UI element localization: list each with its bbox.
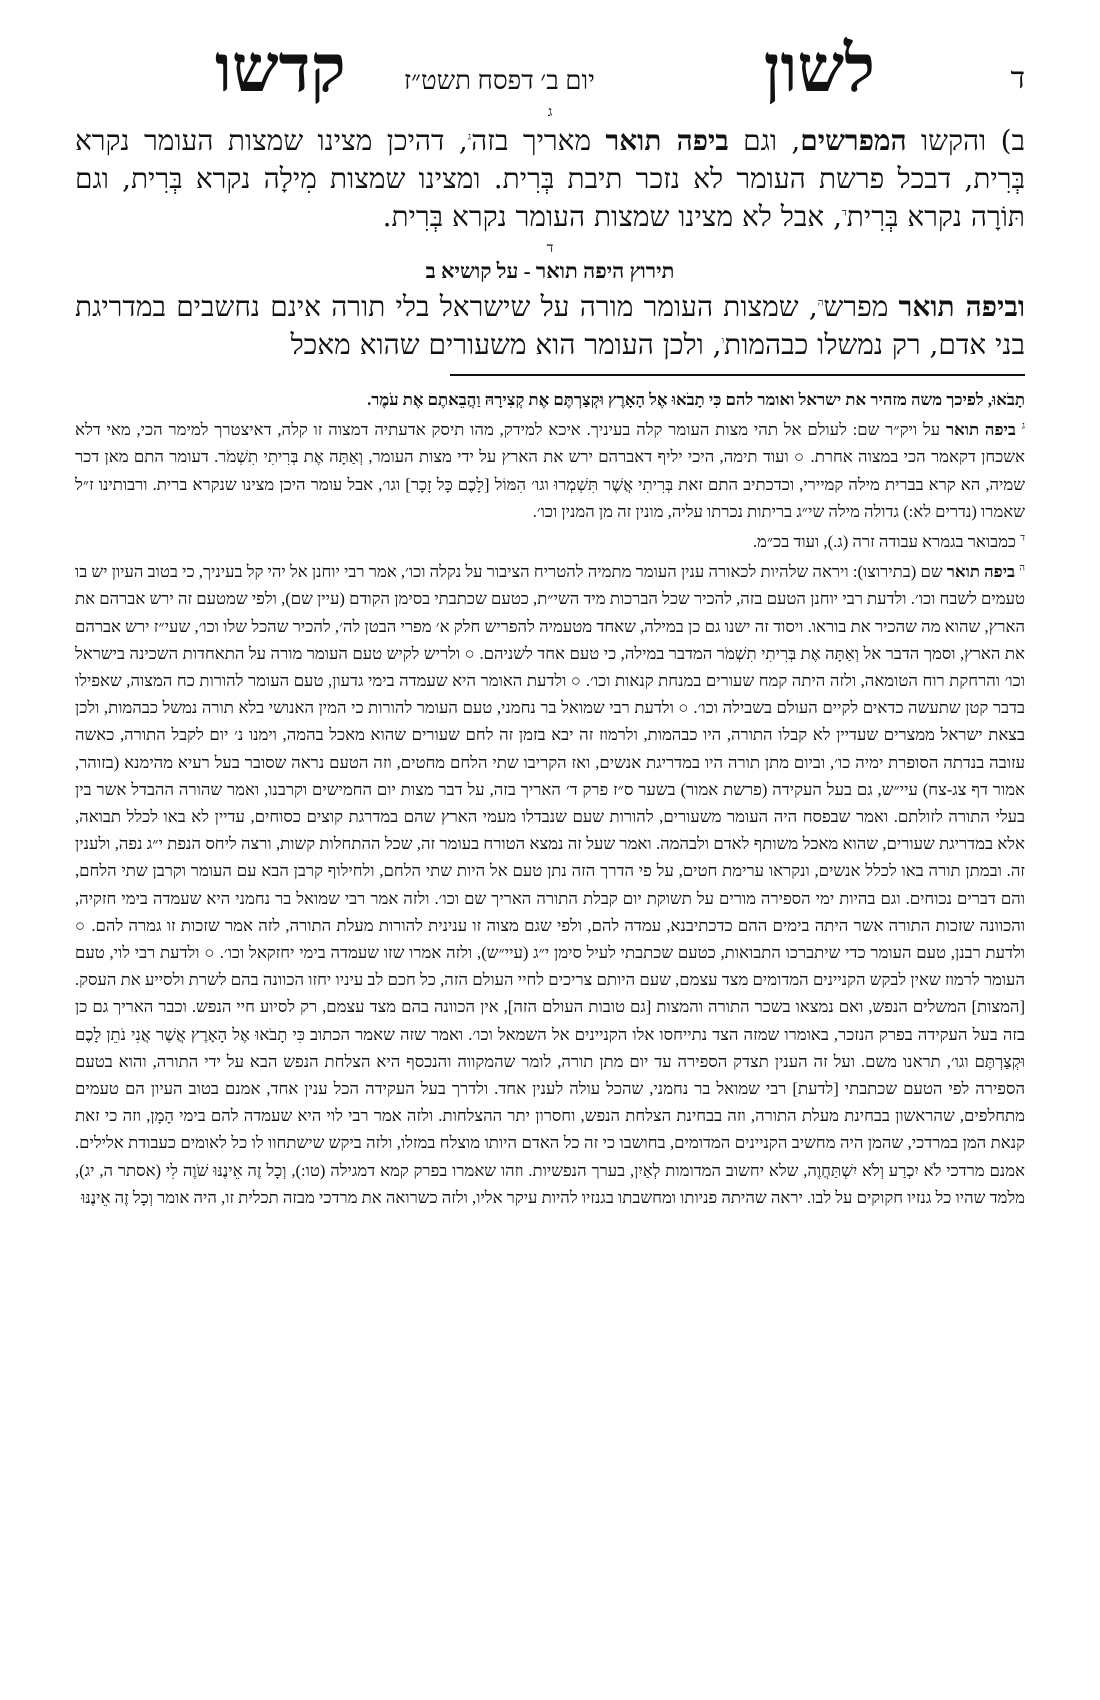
section-marker-gimel: ג — [547, 104, 553, 120]
footnote-gimel-text: על ויק״ר שם: לעולם אל תהי מצות העומר קלה בעיניך. איכא למידק, מהו תיסק אדעתיה דמצוה זו קלה, דאיצטרך למימר הכי, מאי דלא אשכחן דקאמר הכי במצוה אחרת. ○ ועוד תימה, היכי יליף דאברהם ירש את הארץ על ידי מצות העומר, וְאַתָּה אֶת בְּרִיתִי תִשְׁמֹר. דעומר התם מאן דכר שמיה, הא קרא בברית מילה קמיירי, וכדכתיב התם זאת בְּרִיתִי אֲשֶׁר תִּשְׁמְרוּ וגו׳ הִמּוֹל [לָכֶם כָּל זָכָר] וגו׳, אבל עומר היכן מצינו שנקרא ברית. ורבותינו ז״ל שאמרו (נדרים לא:) גדולה מילה שי״ג בריתות נכרתו עליה, מונין זה מן המנין וכו׳. — [75, 420, 1025, 521]
running-date: יום ב׳ דפסח תשט״ז — [403, 66, 595, 95]
footnote-mark-gimel: ג — [1021, 420, 1025, 432]
footnote-he-source: ביפה תואר — [946, 562, 1020, 582]
section-c-lead-bold: וביפה תואר — [898, 290, 1025, 323]
section-b-paragraph — [75, 122, 1025, 236]
footnote-he-text: שם (בתירוצו): ויראה שלהיות לכאורה ענין העומר מתמיה להטריח הציבור על נקלה וכו׳, אמר רבי יוחנן אל יהי קל בעיניך, כי בטוב העיון יש בו טעמים לשבח וכו׳. ולדעת רבי יוחנן הטעם בזה, להכיר שכל הברכות מיד השי״ת, כטעם שכתבתי בסימן הקודם (עיין שם), ולפי שמטעם זה ירש אברהם את הארץ, שהוא מה שהכיר את בוראו. ויסוד זה ישנו גם כן במילה, שאחד מטעמיה להפריש חלק א׳ מפרי הבטן לה׳, להכיר שהכל שלו וכו׳, שעי״ז ירש אברהם את הארץ, וסמך הדבר אל וְאַתָּה אֶת בְּרִיתִי תִשְׁמֹר המדבר במילה, כי טעם אחד לשניהם. ○ ולריש לקיש טעם העומר מורה על התאחדות השכינה בישראל וכו׳ והרחקת רוח הטומאה, ולזה היתה קמח שעורים במנחת קנאות וכו׳. ○ ולדעת האומר היא שעמדה בימי גדעון, טעם העומר להורות כח המצוה, שאפילו בדבר קטן שתעשה כדאים לקיים העולם בשבילה וכו׳. ○ ולדעת רבי שמואל בר נחמני, טעם העומר להורות כי המין האנושי בלא תורה נמשל כבהמות, ולכן בצאת ישראל ממצרים שעדיין לא קבלו התורה, היו כבהמות, ולרמוז זה יבא בזמן זה לחם שעורים שהוא מאכל בהמה, וימנו נ׳ יום לקבל התורה, כאשה עזובה בנדתה הסופרת ימיה כו׳, וביום מתן תורה היו במדריגת אנשים, ואז הקריבו שתי הלחם מחטים, וזה הטעם נראה שסובר בעל רעיא מהימנא (בזוהר, אמור דף צג-צח) עיי״ש, גם בעל העקידה (פרשת אמור) בשער ס״ז פרק ד׳ האריך בזה, על דבר מצות יום החמישים וקרבנו, ואמר שהורה ההבדל אשר בין בעלי התורה לזולתם. ואמר שבפסח היה העומר משעורים, להורות שעם שנבדלו מעמי הארץ שהם במדרגת קוצים כסוחים, עדיין לא באו לכלל תבואה, אלא במדריגת שעורים, שהוא מאכל משותף לאדם ולבהמה. ואמר שעל זה נמצא הטורח בעומר זה, שכל ההתחלות קשות, ורצה ליחס הנפת י״ג נפה, ולענין זה. ובמתן תורה באו לכלל אנשים, ונקראו ערימת חטים, על פי הדרך הזה נתן טעם אל היות שתי הלחם, ולחילוף קרבן הבא עם העומר וקרבן שתי הלחם, והם דברים נכוחים. וגם בהיות ימי הספירה מורים על תשוקת יום קבלת התורה האריך שם וכו׳. ולזה אמר רבי שמואל בר נחמני היא שעמדה בימי חזקיה, והכוונה שזכות התורה אשר היתה בימים ההם כדכתיבנא, עמדה להם, ולפי שגם מצוה זו ענינית להורות מעלת התורה, לזה אמר שזכות זו גמרה להם. ○ ולדעת רבנן, טעם העומר כדי שיתברכו התבואות, כטעם שכתבתי לעיל סימן י״ג (עיי״ש), ולזה אמרו שזו שעמדה בימי יחזקאל וכו׳. ○ ולדעת רבי לוי, טעם העומר לרמוז שאין לבקש הקניינים המדומים מצד עצמם, שעם היותם צריכים לחיי העולם הזה, כל חכם לב עיניו יחזו הכוונה בהם לשרת ולסייע את העסק. [המצות] המשלים הנפש, ואם נמצאו בשכר התורה והמצות [גם טובות העולם הזה], אין הכוונה בהם מצד עצמם, רק לסיוע חיי הנפש. וכבר האריך גם כן בזה בעל העקידה בפרק הנזכר, באומרו שמזה הצד נתייחסו אלו הקניינים אל השמאל וכו׳. ואמר שזה שאמר הכתוב כִּי תָבֹאוּ אֶל הָאָרֶץ אֲשֶׁר אֲנִי נֹתֵן לָכֶם וּקְצַרְתֶּם וגו׳, תראנו משם. ועל זה הענין תצדק הספירה עד יום מתן תורה, לומר שהמקווה והנכסף היא הצלחת הנפש הבא על ידי התורה, והוא בטעם הספירה לפי הטעם שכתבתי [לדעת] רבי שמואל בר נחמני, שהכל עולה לענין אחד. ולדרך בעל העקידה הכל ענין אחד, אמנם בטוב העיון הם טעמים מתחלפים, שהראשון בבחינת מעלת התורה, וזה בבחינת הצלחת הנפש, וחסרון יתר ההצלחות. ולזה אמר רבי לוי היא שעמדה להם בימי הָמָן, וזה כי זאת קנאת המן במרדכי, שהמן היה מחשיב הקניינים המדומים, בחושבו כי זה כל האדם היותו מוצלח במזלו, ולזה ביקש שישתחוו לו כל לאומים כעבודת אלילים. אמנם מרדכי לֹא יִכְרַע וְלֹא יִשְׁתַּחֲוֶה, שלא יחשוב המדומות לְאַיִן, בערך הנפשיות. וזהו שאמרו בפרק קמא דמגילה (טו:), וְכָל זֶה אֵינֶנּוּ שֹׁוֶה לִי (אסתר ה, יג), מלמד שהיו כל גנזיו חקוקים על לבו. יראה שהיתה פניותו ומחשבתו בגנזיו להיות עיקר אליו, ולזה כשרואה את מרדכי מבזה תכלית זו, היה אומר וְכָל זֶה אֵינֶנּוּ — [75, 562, 1025, 1207]
section-b-lead-bold: המפרשים — [800, 124, 907, 157]
footnote-dalet — [75, 528, 1025, 555]
section-c-text-2: , שמצות העומר מורה על שישראל בלי תורה אינם נחשבים במדריגת בני אדם, רק נמשלו כבהמות — [75, 290, 1025, 361]
section-c-text-3: , ולכן העומר הוא משעורים שהוא מאכל — [290, 328, 722, 361]
section-b-text-2: מאריך בזה — [471, 124, 606, 157]
footnote-mark-dalet: ד — [1020, 532, 1025, 544]
footnote-dalet-text: כמבואר בגמרא עבודה זרה (ג.), ועוד בכ״מ. — [752, 532, 1021, 552]
section-b-bold-source: ביפה תואר — [605, 124, 729, 157]
section-c-paragraph — [75, 288, 1025, 364]
section-marker-dalet: ד — [546, 240, 554, 256]
footnote-ref-dalet[interactable]: ד — [841, 207, 847, 219]
footnote-he — [75, 558, 1025, 1211]
footnote-gimel-source: ביפה תואר — [945, 420, 1022, 440]
footnote-gimel — [75, 416, 1025, 525]
footnote-divider — [450, 374, 1025, 376]
section-b-text-4: , אבל לא מצינו שמצות העומר נקרא בְּרִית. — [382, 200, 842, 233]
footnote-ref-gimel[interactable]: ג — [467, 131, 472, 143]
section-subheading: תירוץ היפה תואר - על קושיא ב — [425, 259, 675, 283]
footnote-ref-he[interactable]: ה — [817, 297, 824, 309]
footnote-continuation — [75, 386, 1025, 413]
footnote-mark-he: ה — [1019, 562, 1025, 574]
section-b-text-1: , וגם — [728, 124, 801, 157]
page-header — [75, 20, 1025, 106]
page-letter: ד — [1010, 62, 1025, 95]
running-title-left: קדשו — [215, 33, 346, 106]
footnote-ref-vav[interactable]: ו — [721, 335, 725, 347]
section-b-lead: ב) והקשו — [906, 124, 1025, 157]
section-c-text-1: מפרש — [823, 290, 899, 323]
section-b-text-3: , דהיכן מצינו שמצות העומר נקרא בְּרִית, דבכל פרשת העומר לא נזכר תיבת בְּרִית. ומצינו שמצות מִילָה נקרא בְּרִית, וגם תּוֹרָה נקרא בְּרִית — [75, 124, 1025, 233]
footnote-continuation-text: תָבֹאוּ, לפיכך משה מזהיר את ישראל ואומר להם כִּי תָבֹאוּ אֶל הָאָרֶץ וּקְצַרְתֶּם אֶת קְצִירָהּ וַהֲבֵאתֶם אֶת עֹמֶר. — [367, 390, 1025, 409]
running-title-right: לשון — [763, 33, 875, 106]
